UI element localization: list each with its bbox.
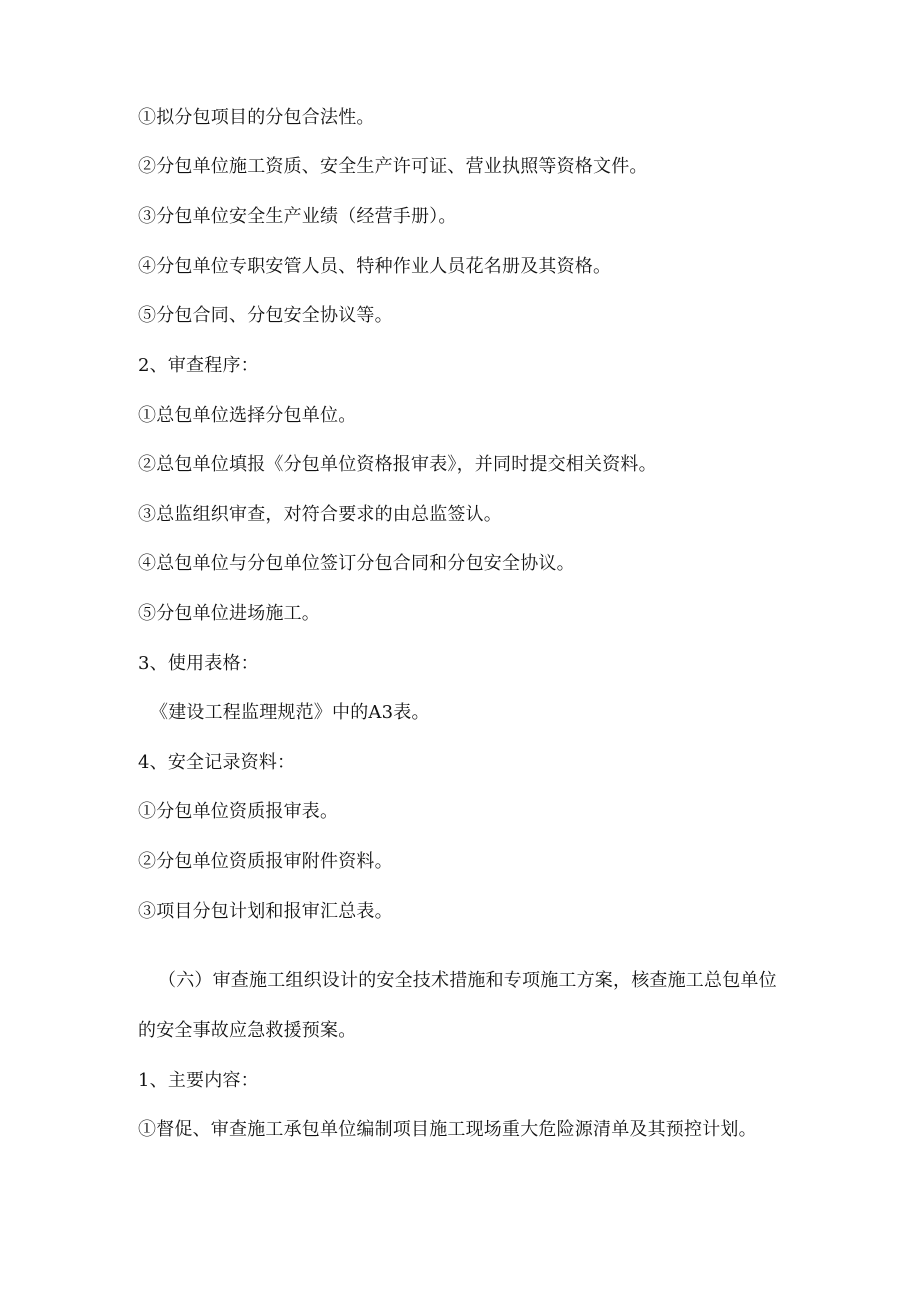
forms-reference: 《建设工程监理规范》中的A3表。 bbox=[150, 702, 430, 723]
item-5-contracts: ⑤分包合同、分包安全协议等。 bbox=[138, 305, 393, 326]
procedure-step-3: ③总监组织审查，对符合要求的由总监签认。 bbox=[138, 504, 502, 525]
record-item-1: ①分包单位资质报审表。 bbox=[138, 801, 339, 822]
section-heading-main-content: 1、主要内容： bbox=[138, 1070, 259, 1091]
section-six-paragraph-line-2: 的安全事故应急救援预案。 bbox=[138, 1020, 357, 1041]
item-3-safety-performance: ③分包单位安全生产业绩（经营手册）。 bbox=[138, 206, 457, 227]
record-item-3: ③项目分包计划和报审汇总表。 bbox=[138, 901, 393, 922]
item-4-personnel-roster: ④分包单位专职安管人员、特种作业人员花名册及其资格。 bbox=[138, 256, 612, 277]
procedure-step-2: ②总包单位填报《分包单位资格报审表》，并同时提交相关资料。 bbox=[138, 454, 657, 475]
main-content-item-1: ①督促、审查施工承包单位编制项目施工现场重大危险源清单及其预控计划。 bbox=[138, 1119, 757, 1140]
procedure-step-1: ①总包单位选择分包单位。 bbox=[138, 405, 357, 426]
procedure-step-5: ⑤分包单位进场施工。 bbox=[138, 603, 320, 624]
item-1-legality: ①拟分包项目的分包合法性。 bbox=[138, 107, 375, 128]
section-heading-forms: 3、使用表格： bbox=[138, 653, 259, 674]
item-2-qualification-documents: ②分包单位施工资质、安全生产许可证、营业执照等资格文件。 bbox=[138, 156, 648, 177]
section-heading-safety-records: 4、安全记录资料： bbox=[138, 752, 296, 773]
section-heading-review-procedure: 2、审查程序： bbox=[138, 355, 259, 376]
section-six-paragraph-line-1: （六）审查施工组织设计的安全技术措施和专项施工方案，核查施工总包单位 bbox=[158, 970, 777, 991]
record-item-2: ②分包单位资质报审附件资料。 bbox=[138, 851, 393, 872]
procedure-step-4: ④总包单位与分包单位签订分包合同和分包安全协议。 bbox=[138, 553, 575, 574]
